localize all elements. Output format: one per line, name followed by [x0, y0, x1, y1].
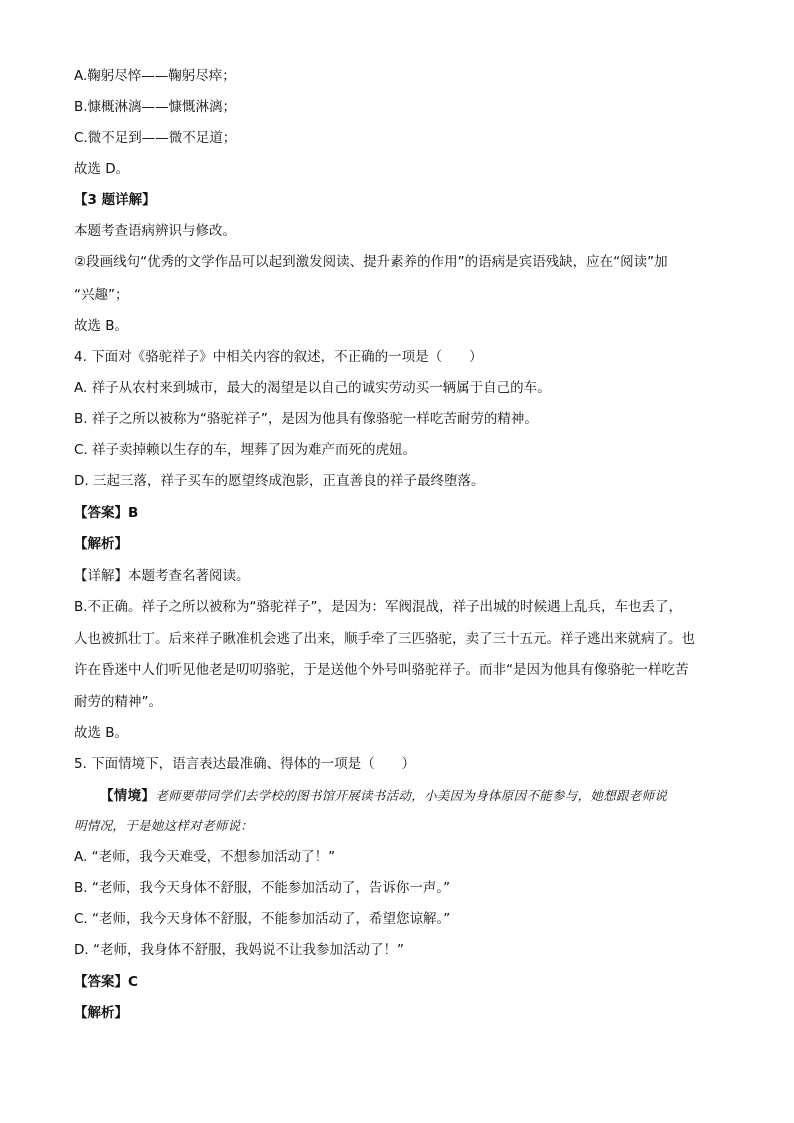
- explanation-text: ②段画线句“优秀的文学作品可以起到激发阅读、提升素养的作用”的语病是宾语残缺，应在“阅读”加: [74, 254, 668, 270]
- question-4-option-a: A. 祥子从农村来到城市，最大的渴望是以自己的诚实劳动买一辆属于自己的车。: [74, 380, 551, 396]
- detail-text: 耐劳的精神”。: [74, 694, 162, 710]
- question-4-option-b: B. 祥子之所以被称为“骆驼祥子”，是因为他具有像骆驼一样吃苦耐劳的精神。: [74, 411, 538, 427]
- answer-label: 【答案】B: [74, 505, 139, 521]
- question-5-stem: 5. 下面情境下，语言表达最准确、得体的一项是（ ）: [74, 756, 416, 772]
- detail-text: 许在昏迷中人们听见他老是叨叨骆驼，于是送他个外号叫骆驼祥子。而非“是因为他具有像骆驼一样吃苦: [74, 662, 689, 678]
- question-4-stem: 4. 下面对《骆驼祥子》中相关内容的叙述，不正确的一项是（ ）: [74, 349, 483, 365]
- detail-text: B.不正确。祥子之所以被称为“骆驼祥子”，是因为：军阀混战，祥子出城的时候遇上乱兵，车也丢了，: [74, 599, 683, 615]
- question-5-option-c: C. “老师，我今天身体不舒服，不能参加活动了，希望您谅解。”: [74, 911, 451, 927]
- detail-text: 【详解】本题考查名著阅读。: [74, 568, 250, 584]
- analysis-label: 【解析】: [74, 1005, 128, 1021]
- scenario-line: [100, 786, 750, 806]
- question-4-option-c: C. 祥子卖掉赖以生存的车，埋葬了因为难产而死的虎妞。: [74, 442, 417, 458]
- conclusion-text: 故选 D。: [74, 161, 130, 177]
- scenario-tag: 【情境】: [100, 788, 156, 804]
- conclusion-text: 故选 B。: [74, 725, 129, 741]
- option-a-text: A.鞠躬尽悴——鞠躬尽瘁；: [74, 68, 236, 84]
- explanation-text: “兴趣”；: [74, 287, 129, 303]
- option-c-text: C.微不足到——微不足道；: [74, 130, 237, 146]
- question-5-option-a: A. “老师，我今天难受，不想参加活动了！”: [74, 849, 336, 865]
- question-5-option-b: B. “老师，我今天身体不舒服，不能参加活动了，告诉你一声。”: [74, 880, 451, 896]
- scenario-text: 老师要带同学们去学校的图书馆开展读书活动，小美因为身体原因不能参与，她想跟老师说: [155, 788, 668, 803]
- scenario-text: 明情况，于是她这样对老师说：: [74, 818, 254, 833]
- section-heading: 【3 题详解】: [74, 192, 156, 208]
- detail-text: 人也被抓壮丁。后来祥子瞅准机会逃了出来，顺手牵了三匹骆驼，卖了三十五元。祥子逃出来就病了。也: [74, 631, 695, 647]
- question-5-option-d: D. “老师，我身体不舒服，我妈说不让我参加活动了！”: [74, 942, 404, 958]
- conclusion-text: 故选 B。: [74, 318, 129, 334]
- explanation-text: 本题考查语病辨识与修改。: [74, 223, 236, 239]
- option-b-text: B.慷概淋漓——慷慨淋漓；: [74, 99, 237, 115]
- analysis-label: 【解析】: [74, 536, 128, 552]
- answer-label: 【答案】C: [74, 974, 138, 990]
- question-4-option-d: D. 三起三落，祥子买车的愿望终成泡影，正直善良的祥子最终堕落。: [74, 473, 485, 489]
